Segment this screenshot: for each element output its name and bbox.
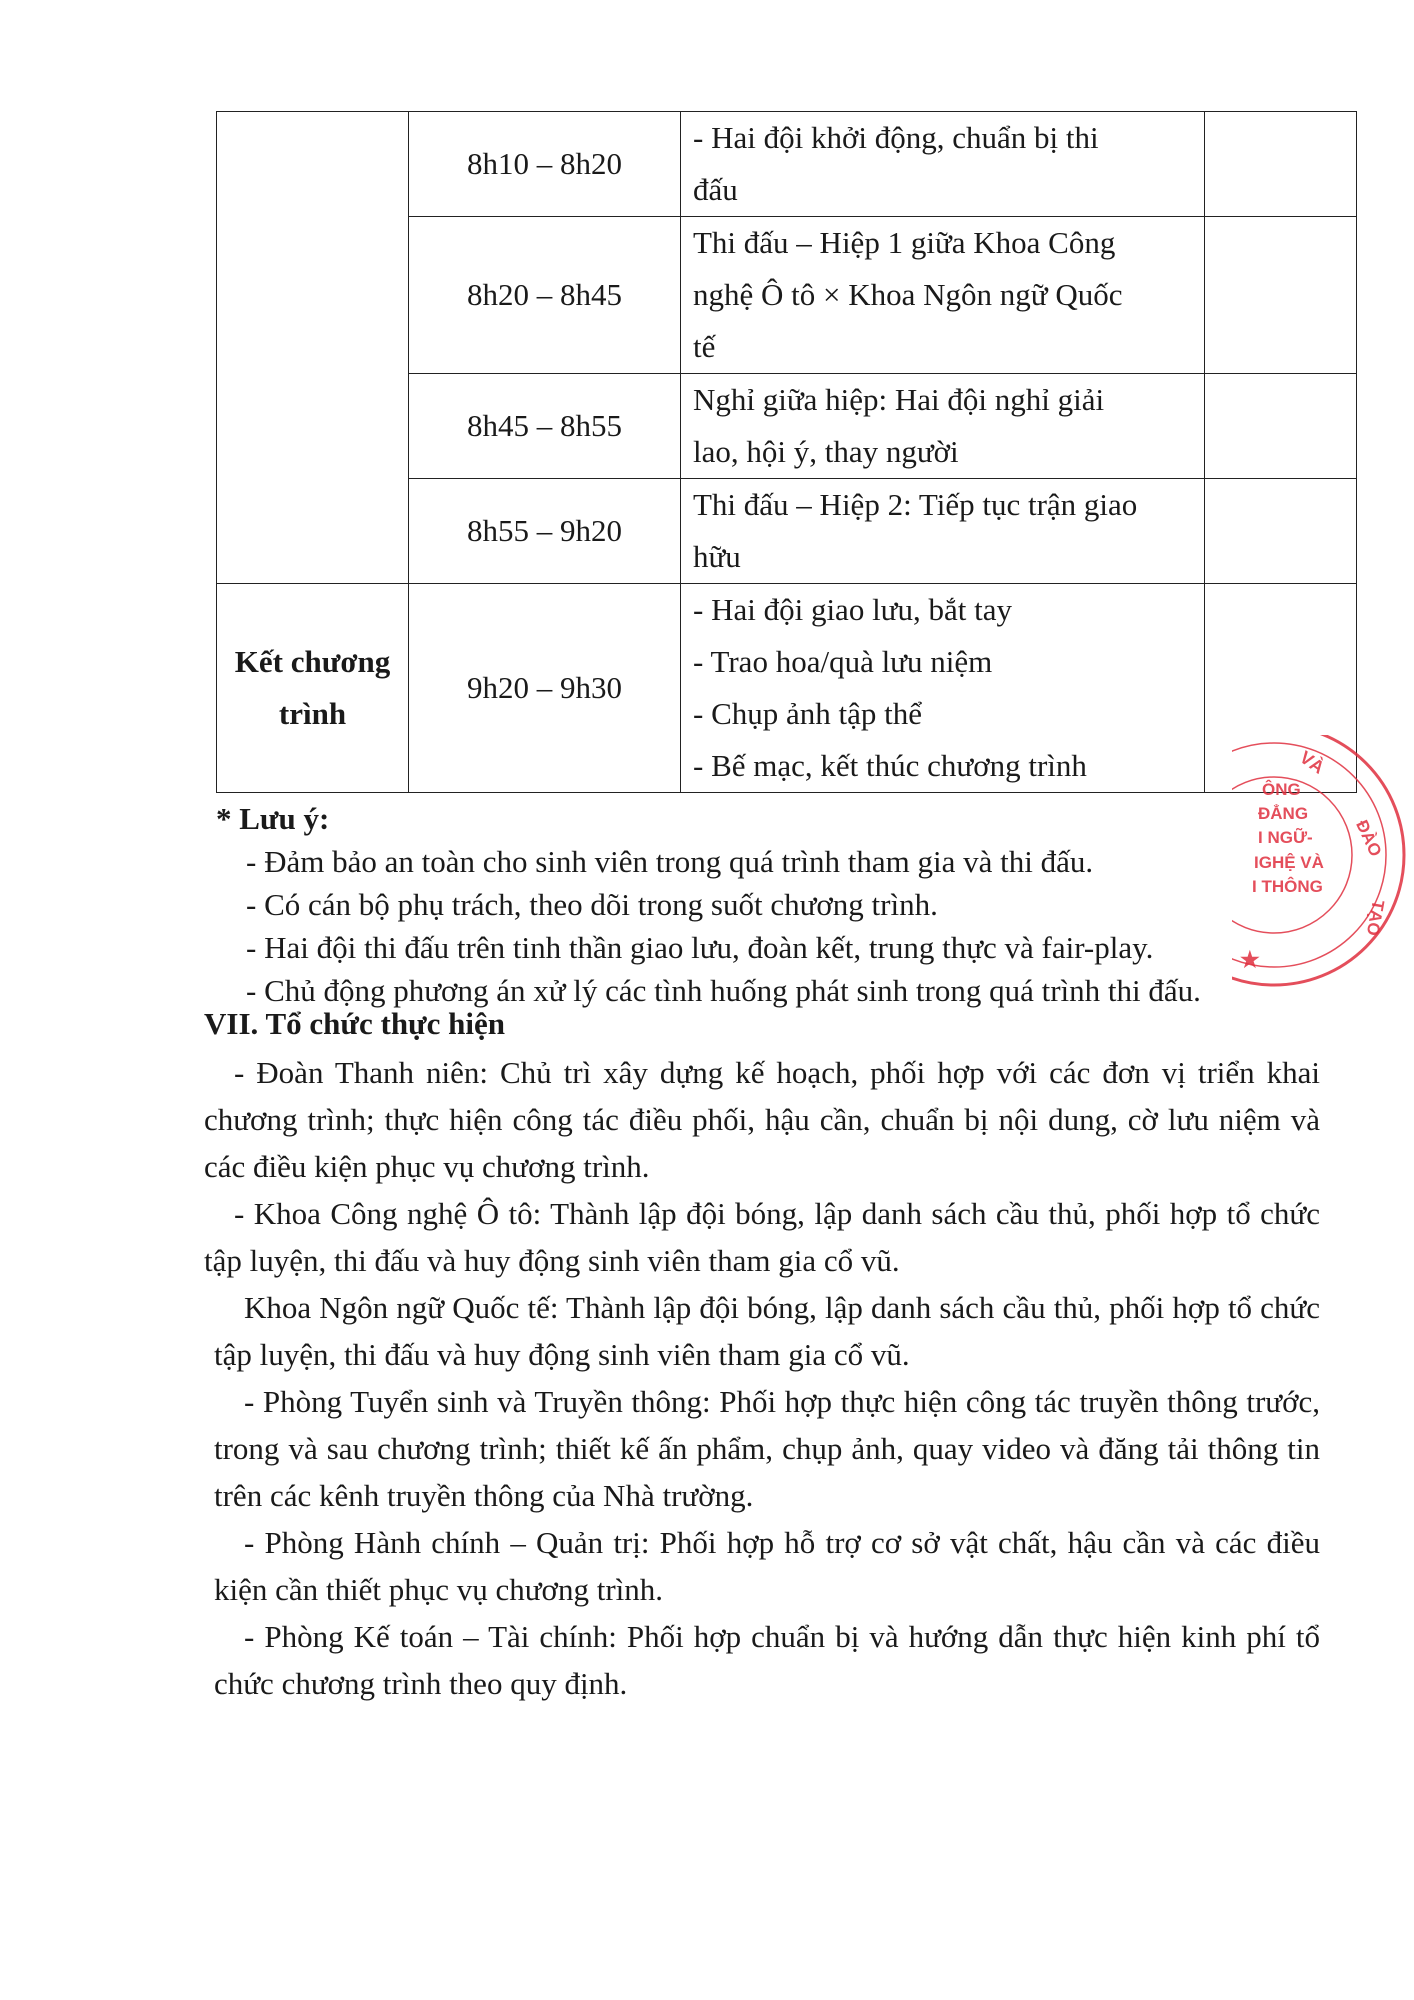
paragraph-text: Khoa Ngôn ngữ Quốc tế: Thành lập đội bóng, lập danh sách cầu thủ, phối hợp tổ chức tập luyện, thi đấu và huy động sinh viên tham gia cổ vũ. — [214, 1290, 1320, 1372]
seal-star: ★ — [1240, 947, 1260, 972]
activity-line: đấu — [693, 172, 738, 207]
activity-line: - Hai đội giao lưu, bắt tay — [693, 592, 1012, 627]
paragraph — [204, 1190, 1320, 1284]
activity-line: - Hai đội khởi động, chuẩn bị thi — [693, 120, 1099, 155]
seal-graphic — [1232, 735, 1414, 1000]
notes-block — [216, 798, 1201, 1012]
activity-cell — [681, 479, 1205, 584]
activity-line: tế — [693, 329, 716, 364]
note-cell — [1205, 374, 1357, 479]
paragraph-text: - Đoàn Thanh niên: Chủ trì xây dựng kế hoạch, phối hợp với các đơn vị triển khai chương trình; thực hiện công tác điều phối, hậu cần, chuẩn bị nội dung, cờ lưu niệm và các điều kiện phục vụ chương trình. — [204, 1055, 1320, 1184]
table-row — [217, 584, 1357, 793]
seal-line: ĐẲNG — [1258, 804, 1309, 823]
paragraph — [204, 1284, 1320, 1378]
activity-line: lao, hội ý, thay người — [693, 434, 959, 469]
activity-line: Nghỉ giữa hiệp: Hai đội nghỉ giải — [693, 382, 1105, 417]
stage-label: trình — [278, 696, 347, 731]
activity-cell — [681, 112, 1205, 217]
note-cell — [1205, 112, 1357, 217]
activity-cell — [681, 584, 1205, 793]
note-item: - Đảm bảo an toàn cho sinh viên trong quá trình tham gia và thi đấu. — [246, 844, 1094, 879]
activity-cell — [681, 217, 1205, 374]
seal-line: ÔNG — [1262, 780, 1301, 799]
note-cell — [1205, 217, 1357, 374]
paragraph-text: - Phòng Tuyển sinh và Truyền thông: Phối hợp thực hiện công tác truyền thông trước, trong và sau chương trình; thiết kế ấn phẩm, chụp ảnh, quay video và đăng tải thông tin trên các kênh truyền thông của Nhà trường. — [214, 1384, 1320, 1513]
note-cell — [1205, 479, 1357, 584]
activity-line: Thi đấu – Hiệp 2: Tiếp tục trận giao — [693, 487, 1138, 522]
paragraph-text: - Khoa Công nghệ Ô tô: Thành lập đội bóng, lập danh sách cầu thủ, phối hợp tổ chức tập luyện, thi đấu và huy động sinh viên tham gia cổ vũ. — [204, 1196, 1320, 1278]
time-cell: 8h45 – 8h55 — [409, 374, 681, 479]
activity-cell — [681, 374, 1205, 479]
activity-line: - Bế mạc, kết thúc chương trình — [693, 748, 1087, 783]
activity-line: - Chụp ảnh tập thể — [693, 696, 923, 731]
seal-arc-text: ĐÀO — [1352, 817, 1386, 860]
notes-title: * Lưu ý: — [216, 801, 330, 836]
time-cell: 8h20 – 8h45 — [409, 217, 681, 374]
activity-line: hữu — [693, 539, 741, 574]
paragraph — [204, 1049, 1320, 1190]
activity-line: Thi đấu – Hiệp 1 giữa Khoa Công — [693, 225, 1116, 260]
activity-line: - Trao hoa/quà lưu niệm — [693, 644, 993, 679]
stage-cell — [217, 584, 409, 793]
seal-line: I NGỮ- — [1258, 828, 1313, 847]
activity-line: nghệ Ô tô × Khoa Ngôn ngữ Quốc — [693, 277, 1123, 312]
seal-arc-text: TẠO — [1362, 898, 1388, 938]
note-item: - Có cán bộ phụ trách, theo dõi trong suốt chương trình. — [246, 887, 938, 922]
time-cell: 8h55 – 9h20 — [409, 479, 681, 584]
seal-line: IGHỆ VÀ — [1254, 853, 1324, 872]
red-seal-stamp — [1232, 735, 1414, 1000]
note-item: - Chủ động phương án xử lý các tình huống phát sinh trong quá trình thi đấu. — [246, 973, 1201, 1008]
note-item: - Hai đội thi đấu trên tinh thần giao lưu, đoàn kết, trung thực và fair-play. — [246, 930, 1154, 965]
paragraph — [204, 1613, 1320, 1707]
section-title: VII. Tổ chức thực hiện — [204, 1006, 506, 1041]
paragraph — [204, 1519, 1320, 1613]
stage-label: Kết chương — [234, 644, 391, 679]
schedule-table — [216, 111, 1357, 793]
stage-cell — [217, 112, 409, 584]
seal-arc-text: VÀ — [1296, 746, 1329, 778]
time-cell: 9h20 – 9h30 — [409, 584, 681, 793]
seal-line: I THÔNG — [1252, 877, 1323, 896]
time-cell: 8h10 – 8h20 — [409, 112, 681, 217]
section-vii — [204, 1003, 1320, 1707]
table-row — [217, 112, 1357, 217]
paragraph — [204, 1378, 1320, 1519]
paragraph-text: - Phòng Hành chính – Quản trị: Phối hợp hỗ trợ cơ sở vật chất, hậu cần và các điều kiện cần thiết phục vụ chương trình. — [214, 1525, 1320, 1607]
paragraph-text: - Phòng Kế toán – Tài chính: Phối hợp chuẩn bị và hướng dẫn thực hiện kinh phí tổ chức chương trình theo quy định. — [214, 1619, 1320, 1701]
